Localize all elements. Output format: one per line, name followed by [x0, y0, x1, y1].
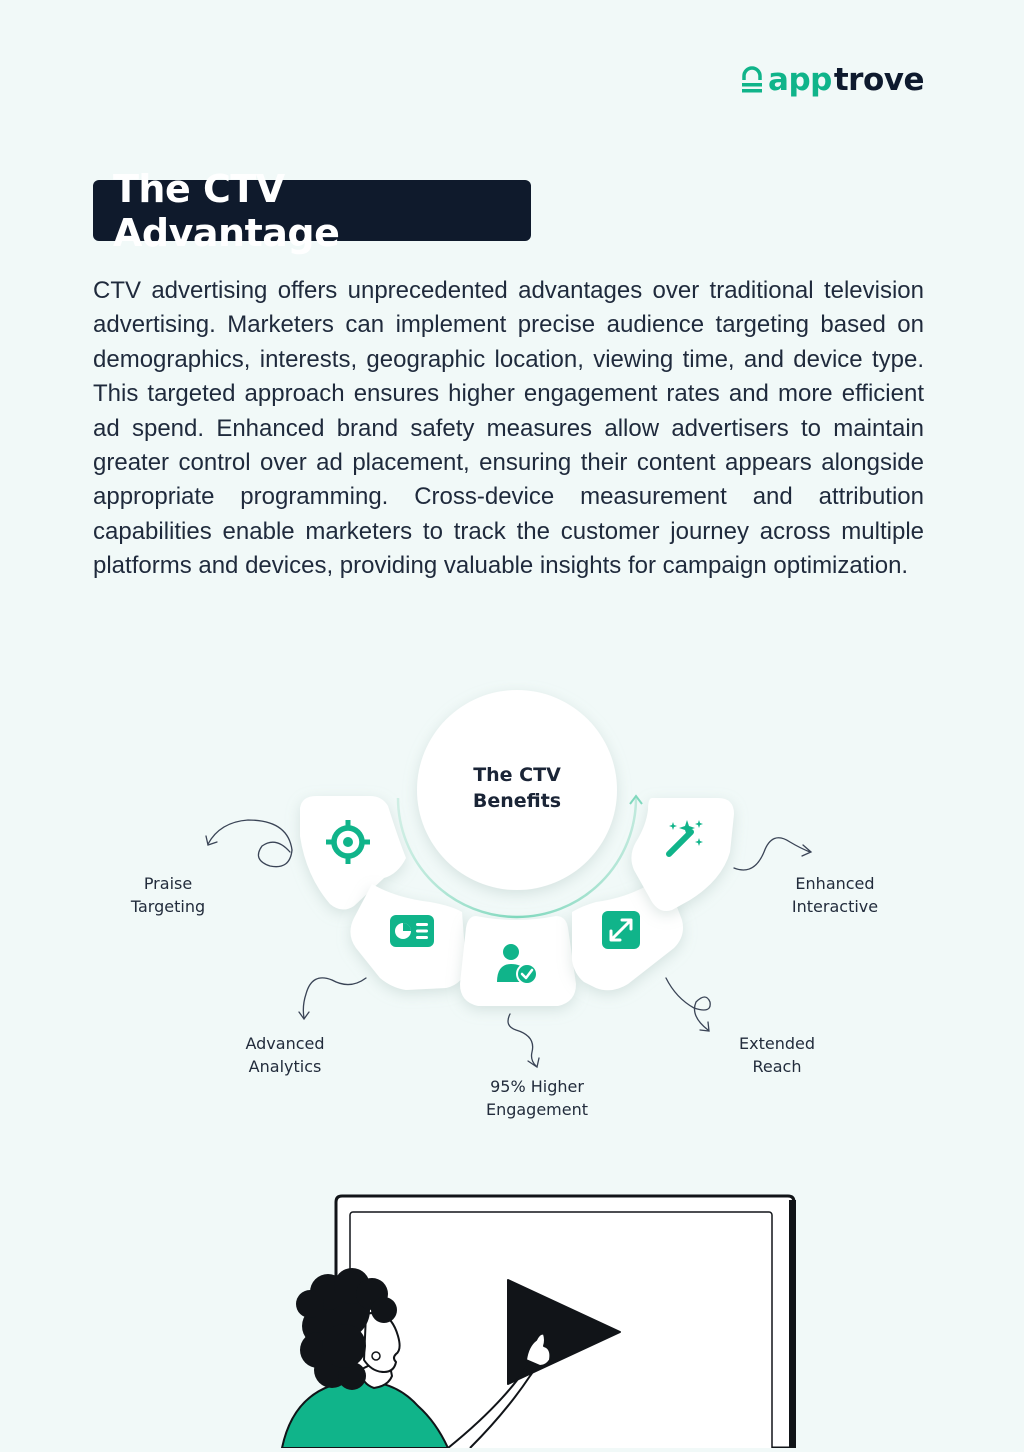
brand-name-part2: trove — [833, 62, 924, 98]
benefit-label-line2: Analytics — [248, 1057, 322, 1076]
center-label — [417, 762, 617, 814]
benefit-label-line2: Engagement — [485, 1100, 589, 1119]
arrow-to-reach — [666, 978, 710, 1031]
analytics-icon — [390, 915, 434, 947]
arrow-to-targeting — [206, 820, 292, 867]
arrow-to-analytics — [299, 978, 366, 1019]
benefit-label-line1: Enhanced — [795, 874, 875, 893]
brand-logo — [740, 62, 924, 98]
brand-name-part1: app — [768, 62, 832, 98]
benefit-label-line2: Targeting — [130, 897, 206, 916]
benefit-label-reach — [697, 1032, 857, 1078]
benefit-label-targeting — [88, 872, 248, 918]
benefit-label-line2: Interactive — [791, 897, 879, 916]
benefit-label-line1: Extended — [739, 1034, 815, 1053]
arrow-to-interactive — [734, 838, 811, 870]
logo-mark-icon — [740, 66, 764, 94]
benefit-label-engagement — [457, 1075, 617, 1121]
benefit-label-analytics — [205, 1032, 365, 1078]
center-label-line2: Benefits — [472, 790, 562, 812]
section-body-text: CTV advertising offers unprecedented advantages over traditional television advertising. Marketers can implement precise audience targeting based on demographics, interests, geographic location, viewing time, and device type. This targeted approach ensures higher engagement rates and more efficient ad spend. Enhanced brand safety measures allow advertisers to maintain greater control over ad placement, ensuring their content appears alongside appropriate programming. Cross-device measurement and attribution capabilities enable marketers to track the customer journey across multiple platforms and devices, providing valuable insights for campaign optimization. — [93, 277, 924, 580]
benefit-label-line1: 95% Higher — [490, 1077, 584, 1096]
expand-icon — [602, 911, 640, 949]
section-title-text: The CTV Advantage — [113, 166, 340, 255]
benefit-label-line1: Advanced — [245, 1034, 325, 1053]
section-title — [93, 166, 531, 255]
benefits-diagram — [0, 680, 1024, 1150]
benefit-label-line1: Praise — [143, 874, 193, 893]
tv-illustration-graphic — [0, 1150, 1024, 1448]
center-label-line1: The CTV — [473, 764, 561, 786]
benefit-label-line2: Reach — [752, 1057, 802, 1076]
arrow-to-engagement — [508, 1014, 539, 1067]
benefit-label-interactive — [755, 872, 915, 918]
benefit-card-engagement — [460, 916, 576, 1006]
tv-illustration — [0, 1150, 1024, 1448]
